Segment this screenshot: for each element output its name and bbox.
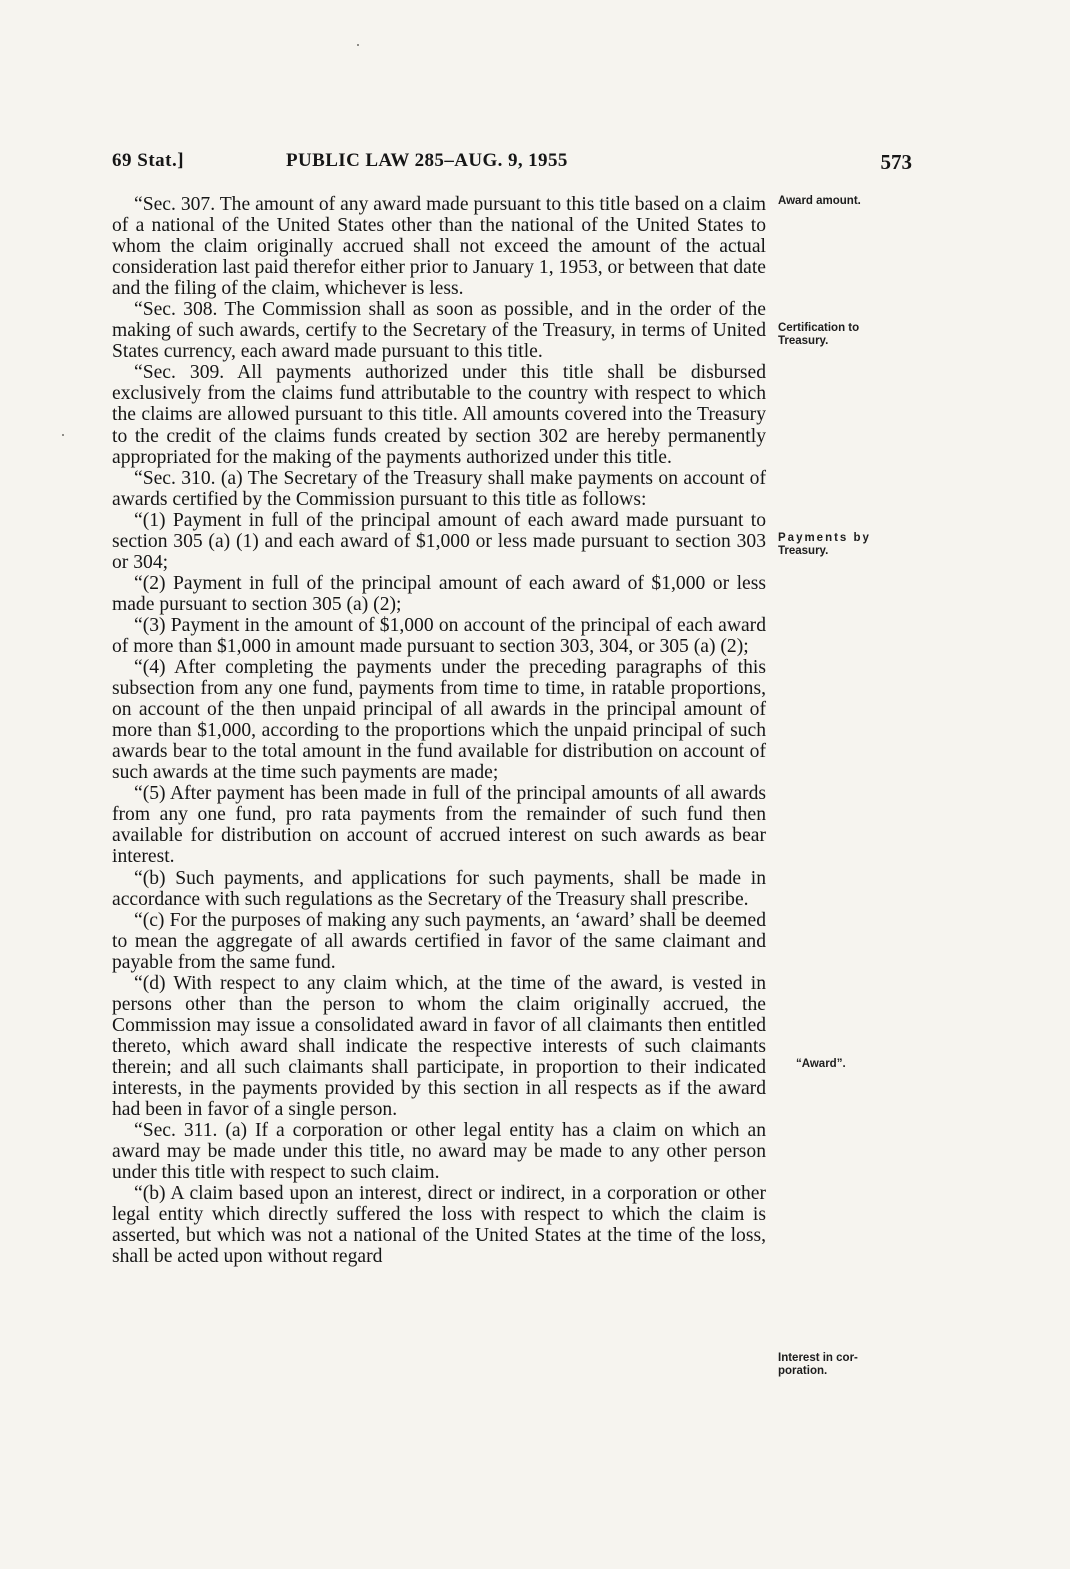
page-header bbox=[112, 150, 912, 180]
section-310-d: “(d) With respect to any claim which, at the time of the award, is vested in persons other than the person to whom the claim originally accrued, the Commission may issue a consolidated award in favor of all claimants then entitled thereto, which award shall indicate the respective interests of such claimants therein; and all such claimants shall participate, in proportion to their indicated interests, in the payments provided by this section in all respects as if the award had been in favor of a single person. bbox=[112, 972, 766, 1121]
section-311-b: “(b) A claim based upon an interest, direct or indirect, in a corporation or other legal entity which directly suffered the loss with respect to which the claim is asserted, but which was not a national of the United States at the time of the loss, shall be acted upon without regard bbox=[112, 1183, 766, 1268]
margin-note-interest bbox=[778, 1352, 918, 1378]
volume-reference: 69 Stat.] bbox=[112, 150, 185, 171]
section-310-c: “(c) For the purposes of making any such payments, an ‘award’ shall be deemed to mean the aggregate of all awards certified in favor of the same claimant and payable from the same fund. bbox=[112, 909, 766, 973]
section-310-a-1: “(1) Payment in full of the principal amount of each award made pursuant to section 305 (a) (1) and each award of $1,000 or less made pursuant to section 303 or 304; bbox=[112, 509, 766, 573]
section-310-b: “(b) Such payments, and applications for such payments, shall be made in accordance with such regulations as the Secretary of the Treasury shall prescribe. bbox=[112, 867, 766, 910]
margin-note-line: Interest in cor- bbox=[778, 1352, 858, 1364]
section-310-a-2: “(2) Payment in full of the principal amount of each award of $1,000 or less made pursuant to section 305 (a) (2); bbox=[112, 572, 766, 615]
statute-body bbox=[112, 194, 766, 1267]
margin-note-line: Payments by bbox=[778, 532, 871, 544]
margin-note-line: poration. bbox=[778, 1365, 828, 1377]
margin-note-award-definition bbox=[796, 1058, 936, 1071]
margin-note-line: Certification to bbox=[778, 322, 860, 334]
paper-speck bbox=[357, 44, 359, 46]
section-308: “Sec. 308. The Commission shall as soon as possible, and in the order of the making of such awards, certify to the Secretary of the Treasury, in terms of United States currency, each award made pursuant to this title. bbox=[112, 299, 766, 363]
page-number: 573 bbox=[880, 150, 912, 174]
section-310-a: “Sec. 310. (a) The Secretary of the Treasury shall make payments on account of awards certified by the Commission pursuant to this title as follows: bbox=[112, 467, 766, 510]
page-title: PUBLIC LAW 285–AUG. 9, 1955 bbox=[286, 150, 568, 171]
margin-note-certification bbox=[778, 322, 918, 348]
margin-note-award-amount bbox=[778, 195, 918, 208]
section-311-a: “Sec. 311. (a) If a corporation or other legal entity has a claim on which an award may be made under this title, no award may be made to any other person under this title with respect to such claim. bbox=[112, 1120, 766, 1184]
margin-note-line: Treasury. bbox=[778, 335, 829, 347]
section-310-a-5: “(5) After payment has been made in full of the principal amounts of all awards from any one fund, pro rata payments from the remainder of such fund then available for distribution on account of accrued interest on such awards as bear interest. bbox=[112, 783, 766, 868]
section-309: “Sec. 309. All payments authorized under this title shall be disbursed exclusively from the claims fund attributable to the country with respect to which the claims are allowed pursuant to this title. All amounts covered into the Treasury to the credit of the claims funds created by section 302 are hereby permanently appropriated for the making of the payments authorized under this title. bbox=[112, 362, 766, 468]
section-307: “Sec. 307. The amount of any award made pursuant to this title based on a claim of a national of the United States other than the national of the United States to whom the claim originally accrued shall not exceed the amount of the actual consideration last paid therefor either prior to January 1, 1953, or between that date and the filing of the claim, whichever is less. bbox=[112, 194, 766, 300]
section-310-a-3: “(3) Payment in the amount of $1,000 on account of the principal of each award of more than $1,000 in amount made pursuant to section 303, 304, or 305 (a) (2); bbox=[112, 614, 766, 657]
margin-note-line: Treasury. bbox=[778, 545, 829, 557]
margin-note-payments bbox=[778, 532, 918, 558]
paper-speck bbox=[62, 434, 64, 436]
margin-note-line: “Award”. bbox=[796, 1058, 846, 1070]
margin-note-line: Award amount. bbox=[778, 195, 861, 207]
section-310-a-4: “(4) After completing the payments under the preceding paragraphs of this subsection from any one fund, payments from time to time, in ratable proportions, on account of the then unpaid principal of all awards in the principal amount of more than $1,000, according to the proportions which the unpaid principal of such awards bear to the total amount in the fund available for distribution on account of such awards at the time such payments are made; bbox=[112, 657, 766, 784]
